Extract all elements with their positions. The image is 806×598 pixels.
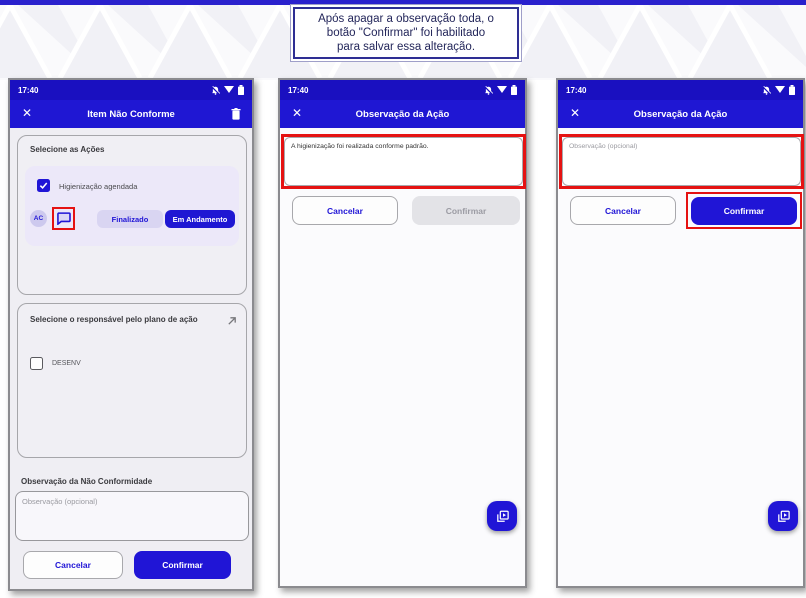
status-time: 17:40 [566,85,587,95]
caption-line: para salvar essa alteração. [336,41,476,54]
cancel-button[interactable]: Cancelar [570,196,676,225]
status-bar [10,80,252,100]
app-bar [280,100,525,128]
notifications-off-icon [484,86,493,95]
avatar: AC [30,210,47,227]
open-external-icon[interactable] [227,313,237,331]
responsible-card [17,303,247,458]
video-library-icon [776,509,791,524]
status-time: 17:40 [18,85,39,95]
action-observation-textarea[interactable] [562,137,801,186]
close-icon[interactable]: ✕ [22,106,33,120]
highlight-textarea-box [559,134,804,189]
action-item [25,166,239,246]
battery-icon [238,85,244,95]
caption-box [290,4,522,62]
app-bar [10,100,252,128]
status-time: 17:40 [288,85,309,95]
highlight-textarea-box [281,134,526,189]
action-checkbox-label: Higienização agendada [59,182,138,191]
highlight-confirm-box [686,192,802,229]
actions-card-header: Selecione as Ações [30,145,105,154]
responsible-option-label: DESENV [52,360,81,367]
wifi-icon [497,86,507,94]
responsible-checkbox-unchecked[interactable] [30,357,43,370]
wifi-icon [775,86,785,94]
status-chip-finalizado[interactable]: Finalizado [97,210,163,228]
confirm-button-disabled: Confirmar [412,196,520,225]
page-title: Observação da Ação [355,108,450,120]
page-title: Item Não Conforme [87,108,175,120]
action-checkbox-checked[interactable] [37,179,50,192]
delete-icon[interactable] [231,107,241,125]
observation-label: Observação da Não Conformidade [21,477,153,486]
status-icons [484,85,517,95]
status-bar [558,80,803,100]
actions-card [17,135,247,295]
status-icons [762,85,795,95]
video-library-icon [495,509,510,524]
confirm-button[interactable]: Confirmar [134,551,231,579]
close-icon[interactable]: ✕ [292,106,303,120]
screenshot-item-nao-conforme [8,78,254,591]
page-title: Observação da Ação [633,108,728,120]
observation-textarea[interactable] [15,491,249,541]
status-bar [280,80,525,100]
media-library-fab[interactable] [768,501,798,531]
action-observation-textarea[interactable] [284,137,523,186]
caption-line: Após apagar a observação toda, o [318,13,494,25]
cancel-button[interactable]: Cancelar [23,551,123,579]
wifi-icon [224,86,234,94]
confirm-button[interactable]: Confirmar [691,197,797,225]
highlight-chat-icon-box [52,207,75,230]
caption-line: botão "Confirmar" foi habilitado [326,27,486,40]
screenshot-observacao-preenchida [278,78,527,588]
media-library-fab[interactable] [487,501,517,531]
battery-icon [789,85,795,95]
screenshot-observacao-vazia [556,78,805,588]
app-bar [558,100,803,128]
status-icons [211,85,244,95]
close-icon[interactable]: ✕ [570,106,581,120]
status-chip-em-andamento[interactable]: Em Andamento [165,210,235,228]
battery-icon [511,85,517,95]
cancel-button[interactable]: Cancelar [292,196,398,225]
chat-bubble-icon[interactable] [56,212,71,225]
caption-text [293,7,519,59]
responsible-card-header: Selecione o responsável pelo plano de ação [30,315,198,324]
notifications-off-icon [211,86,220,95]
notifications-off-icon [762,86,771,95]
